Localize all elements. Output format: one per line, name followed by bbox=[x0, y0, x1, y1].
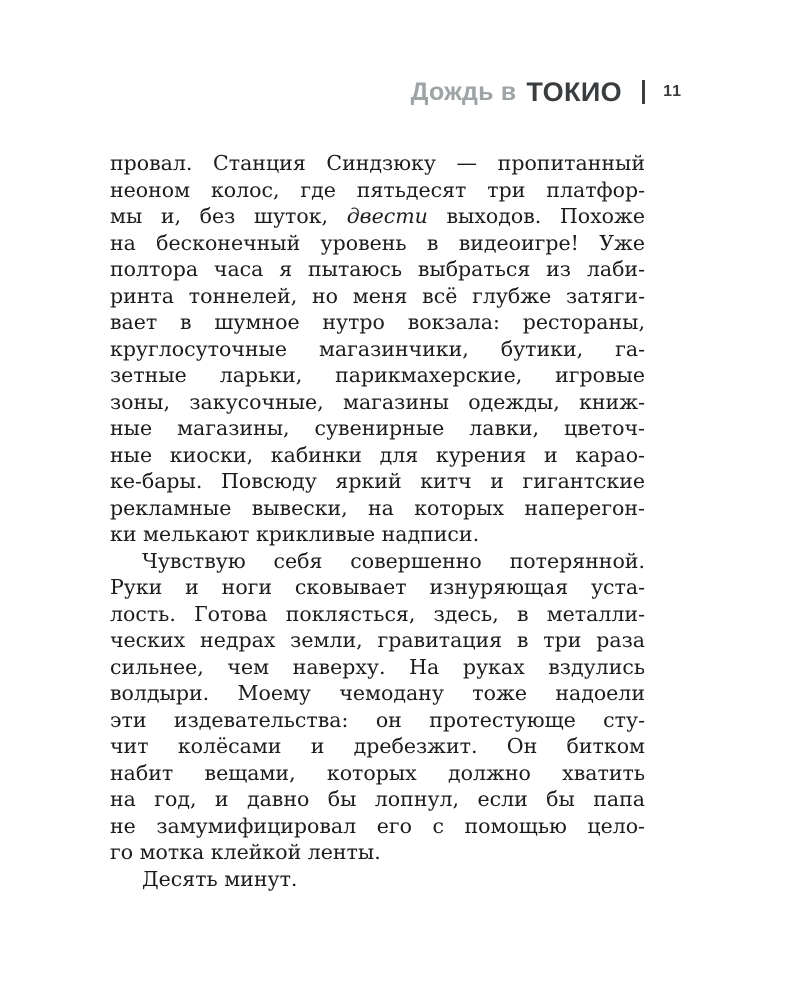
text-line: сильнее, чем наверху. На руках вздулись bbox=[110, 654, 645, 679]
text-line: го мотка клейкой ленты. bbox=[110, 840, 381, 864]
text-line: ные киоски, кабинки для курения и карао- bbox=[110, 442, 645, 467]
italic-emphasis: двести bbox=[346, 204, 428, 228]
body-text bbox=[110, 150, 645, 892]
text-line: Чувствую себя совершенно потерянной. bbox=[142, 548, 645, 573]
text-line: волдыри. Моему чемодану тоже надоели bbox=[110, 681, 645, 705]
text-line: эти издевательства: он протестующе сту- bbox=[110, 707, 645, 732]
text-line: лость. Готова поклясться, здесь, в металли- bbox=[110, 601, 645, 626]
text-segment: выходов. Похоже bbox=[427, 204, 645, 228]
text-line: ки мелькают крикливые надписи. bbox=[110, 522, 480, 546]
text-line: круглосуточные магазинчики, бутики, га- bbox=[110, 336, 645, 361]
running-head-separator bbox=[642, 80, 645, 104]
text-line: ке-бары. Повсюду яркий китч и гигантские bbox=[110, 469, 645, 493]
running-head-title: ТОКИО bbox=[526, 76, 623, 107]
text-line: полтора часа я пытаюсь выбраться из лаби- bbox=[110, 257, 645, 281]
text-line: ческих недрах земли, гравитация в три раза bbox=[110, 628, 645, 652]
text-line: не замумифицировал его с помощью цело- bbox=[110, 813, 645, 838]
running-head-prefix: Дождь в bbox=[410, 77, 517, 106]
text-line: Руки и ноги сковывает изнуряющая уста- bbox=[110, 575, 645, 599]
text-line: набит вещами, которых должно хватить bbox=[110, 760, 645, 785]
text-segment: мы и, без шуток, bbox=[110, 204, 347, 228]
text-line: Десять минут. bbox=[142, 866, 298, 891]
text-line: на бесконечный уровень в видеоигре! Уже bbox=[110, 230, 645, 255]
text-line bbox=[110, 203, 645, 230]
text-line: чит колёсами и дребезжит. Он битком bbox=[110, 734, 645, 758]
text-line: ринта тоннелей, но меня всё глубже затяги- bbox=[110, 283, 645, 308]
text-line: провал. Станция Синдзюку — пропитанный bbox=[110, 151, 645, 175]
text-line: ные магазины, сувенирные лавки, цветоч- bbox=[110, 416, 645, 440]
running-head bbox=[411, 72, 682, 112]
text-line: на год, и давно бы лопнул, если бы папа bbox=[110, 787, 645, 811]
text-line: рекламные вывески, на которых наперегон- bbox=[110, 495, 645, 520]
text-line: зоны, закусочные, магазины одежды, книж- bbox=[110, 389, 645, 414]
text-line: неоном колос, где пятьдесят три платфор- bbox=[110, 177, 645, 202]
page-number: 11 bbox=[663, 83, 682, 100]
text-line: вает в шумное нутро вокзала: рестораны, bbox=[110, 310, 645, 334]
text-line: зетные ларьки, парикмахерские, игровые bbox=[110, 363, 645, 387]
